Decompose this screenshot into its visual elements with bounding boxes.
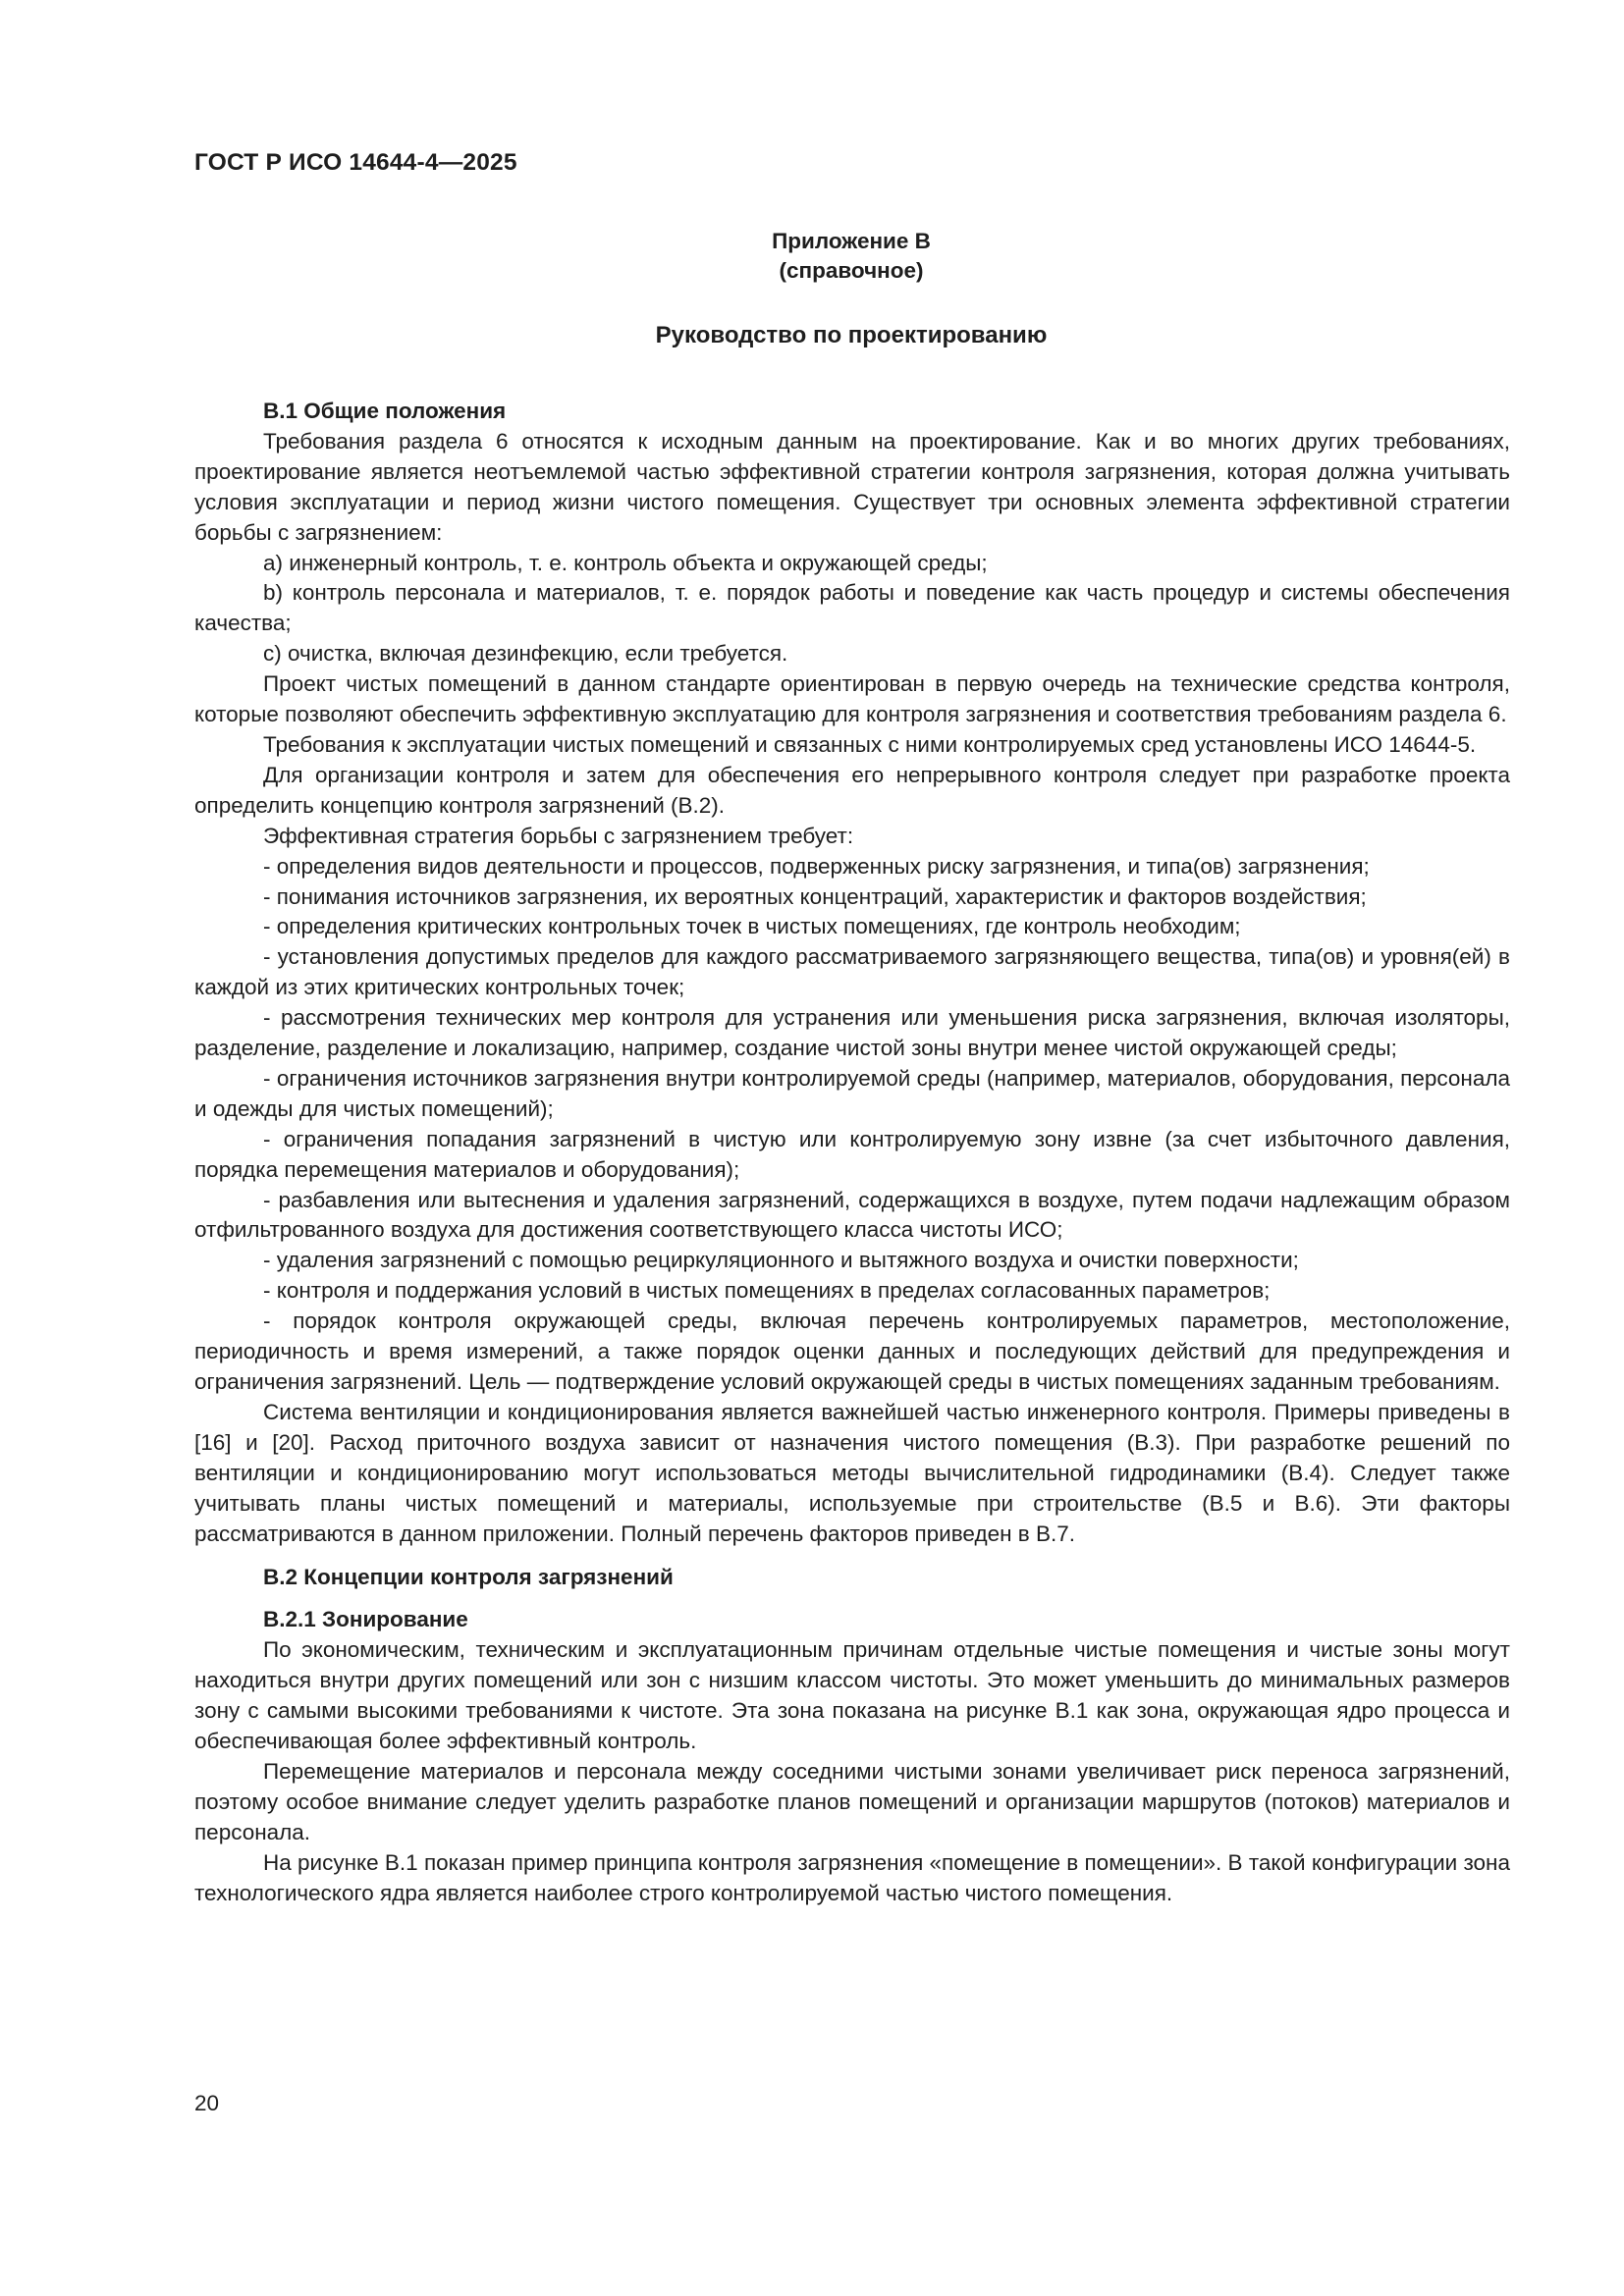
list-item: - контроля и поддержания условий в чистых помещениях в пределах согласованных параметров;: [263, 1278, 1271, 1304]
standard-code-header: ГОСТ Р ИСО 14644-4—2025: [194, 149, 517, 176]
list-item: - установления допустимых пределов для каждого рассматриваемого загрязняющего вещества, типа(ов) и уровня(ей) в каждой из этих критических контрольных точек;: [194, 944, 1510, 1000]
paragraph: Для организации контроля и затем для обеспечения его непрерывного контроля следует при разработке проекта определить концепцию контроля загрязнений (В.2).: [194, 762, 1510, 818]
annex-title: Приложение В: [772, 229, 931, 253]
list-item: - понимания источников загрязнения, их вероятных концентраций, характеристик и факторов воздействия;: [263, 883, 1367, 909]
annex-name: Руководство по проектированию: [655, 322, 1048, 348]
document-body: [194, 397, 1510, 1908]
list-item: a) инженерный контроль, т. е. контроль объекта и окружающей среды;: [263, 550, 988, 575]
page-number: 20: [194, 2091, 220, 2115]
list-item: - порядок контроля окружающей среды, включая перечень контролируемых параметров, местоположение, периодичность и время измерений, а также порядок оценки данных и последующих действий для предупреждения и ограничения загрязнений. Цель — подтверждение условий окружающей среды в чистых помещениях заданным требованиям.: [194, 1308, 1510, 1394]
list-item: b) контроль персонала и материалов, т. е. порядок работы и поведение как часть процедур и системы обеспечения качества;: [194, 580, 1510, 636]
list-item: - рассмотрения технических мер контроля для устранения или уменьшения риска загрязнения, включая изоляторы, разделение, разделение и локализацию, например, создание чистой зоны внутри менее чистой окружающей среды;: [194, 1005, 1510, 1061]
subsection-heading-b21: В.2.1 Зонирование: [263, 1607, 468, 1632]
list-item: - определения критических контрольных точек в чистых помещениях, где контроль необходим;: [263, 914, 1241, 939]
list-item: - удаления загрязнений с помощью рециркуляционного и вытяжного воздуха и очистки поверхности;: [263, 1248, 1299, 1273]
list-item: c) очистка, включая дезинфекцию, если требуется.: [263, 641, 788, 667]
annex-kind: (справочное): [779, 258, 924, 283]
paragraph: Проект чистых помещений в данном стандарте ориентирован в первую очередь на технические средства контроля, которые позволяют обеспечить эффективную эксплуатацию для контроля загрязнения и соответствия требованиям раздела 6.: [194, 671, 1510, 727]
paragraph: Требования раздела 6 относятся к исходным данным на проектирование. Как и во многих других требованиях, проектирование является неотъемлемой частью эффективной стратегии контроля загрязнения, которая должна учитывать условия эксплуатации и период жизни чистого помещения. Существует три основных элемента эффективной стратегии борьбы с загрязнением:: [194, 428, 1510, 545]
list-item: - ограничения источников загрязнения внутри контролируемой среды (например, материалов, оборудования, персонала и одежды для чистых помещений);: [194, 1065, 1510, 1121]
paragraph: Перемещение материалов и персонала между соседними чистыми зонами увеличивает риск переноса загрязнений, поэтому особое внимание следует уделить разработке планов помещений и организации маршрутов (потоков) материалов и персонала.: [194, 1758, 1510, 1844]
paragraph: На рисунке В.1 показан пример принципа контроля загрязнения «помещение в помещении». В такой конфигурации зона технологического ядра является наиболее строго контролируемой частью чистого помещения.: [194, 1849, 1510, 1905]
list-item: - разбавления или вытеснения и удаления загрязнений, содержащихся в воздухе, путем подачи надлежащим образом отфильтрованного воздуха для достижения соответствующего класса чистоты ИСО;: [194, 1187, 1510, 1243]
section-heading-b1: В.1 Общие положения: [263, 399, 507, 423]
paragraph: Система вентиляции и кондиционирования является важнейшей частью инженерного контроля. Примеры приведены в [16] и [20]. Расход приточного воздуха зависит от назначения чистого помещения (В.3). При разработке решений по вентиляции и кондиционированию могут использоваться методы вычислительной гидродинамики (В.4). Следует также учитывать планы чистых помещений и материалы, используемые при строительстве (В.5 и В.6). Эти факторы рассматриваются в данном приложении. Полный перечень факторов приведен в В.7.: [194, 1399, 1510, 1546]
paragraph: Эффективная стратегия борьбы с загрязнением требует:: [263, 823, 854, 848]
section-heading-b2: В.2 Концепции контроля загрязнений: [263, 1565, 674, 1590]
list-item: - ограничения попадания загрязнений в чистую или контролируемую зону извне (за счет избыточного давления, порядка перемещения материалов и оборудования);: [194, 1126, 1510, 1182]
paragraph: По экономическим, техническим и эксплуатационным причинам отдельные чистые помещения и чистые зоны могут находиться внутри других помещений или зон с низшим классом чистоты. Это может уменьшить до минимальных размеров зону с самыми высокими требованиями к чистоте. Эта зона показана на рисунке В.1 как зона, окружающая ядро процесса и обеспечивающая более эффективный контроль.: [194, 1637, 1510, 1753]
list-item: - определения видов деятельности и процессов, подверженных риску загрязнения, и типа(ов) загрязнения;: [263, 853, 1370, 879]
paragraph: Требования к эксплуатации чистых помещений и связанных с ними контролируемых сред установлены ИСО 14644-5.: [263, 731, 1477, 757]
